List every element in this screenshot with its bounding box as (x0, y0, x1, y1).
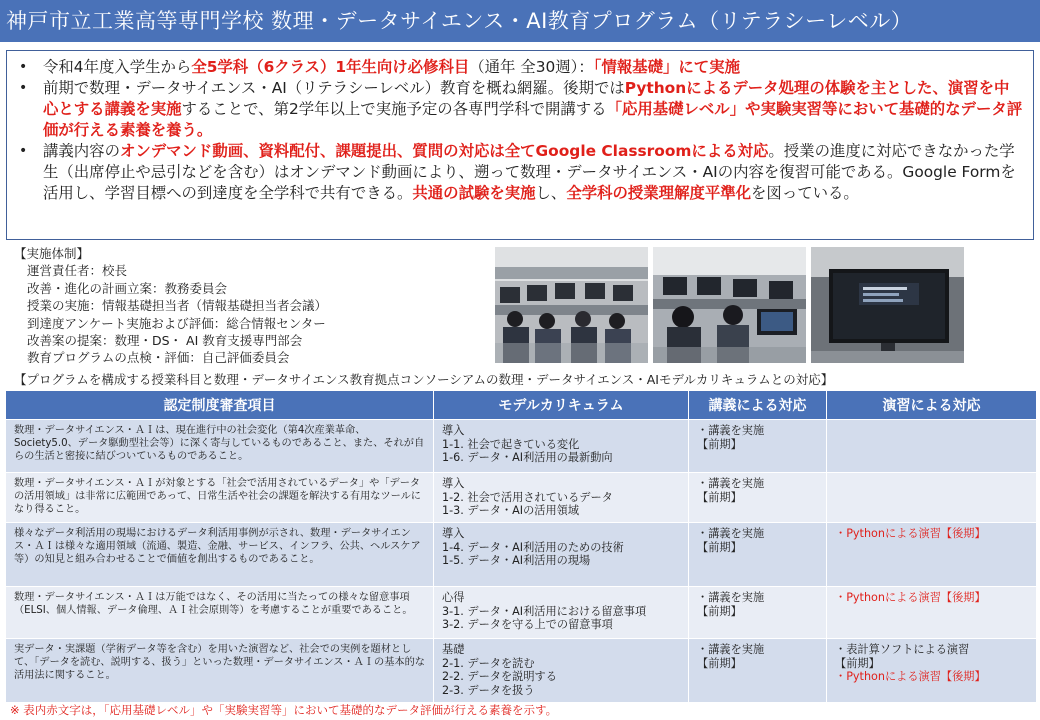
table-row (6, 420, 1037, 473)
table-row (6, 473, 1037, 523)
model-line: 2-3. データを扱う (442, 683, 535, 697)
program-summary (6, 50, 1034, 240)
bullet-highlight: 全学科の授業理解度平準化 (566, 184, 752, 202)
lecture-line: 【前期】 (697, 540, 742, 554)
model-curriculum-cell (434, 639, 689, 703)
lecture-cell (689, 639, 827, 703)
exercise-cell (827, 587, 1037, 639)
bullet-text: 講義内容の (43, 142, 120, 160)
review-item-cell: 数理・データサイエンス・ＡＩが対象とする「社会で活用されているデータ」や「データの活用領域」は非常に広範囲であって、日常生活や社会の課題を解決する有用なツールになり得ること。 (6, 473, 434, 523)
summary-bullet-2 (19, 78, 1023, 141)
lecture-line: ・講義を実施 (697, 424, 765, 437)
structure-line: 教育プログラムの点検・評価：自己評価委員会 (27, 350, 290, 366)
lecture-cell (689, 473, 827, 523)
lecture-cell (689, 587, 827, 639)
lecture-cell (689, 523, 827, 587)
model-line: 導入 (442, 477, 465, 490)
implementation-structure (14, 245, 484, 367)
bullet-highlight: 全5学科（6クラス）1年生向け必修科目 (191, 58, 470, 76)
review-item-cell: 様々なデータ利活用の現場におけるデータ利活用事例が示され、数理・データサイエンス・ＡＩは様々な適用領域（流通、製造、金融、サービス、インフラ、公共、ヘルスケア等）の知見と組み合わせることで価値を創出するものであること。 (6, 523, 434, 587)
exercise-line: ・Pythonによる演習【後期】 (835, 591, 986, 604)
table-row (6, 587, 1037, 639)
structure-line: 改善案の提案：数理・DS・ AI 教育支援専門部会 (27, 333, 303, 349)
curriculum-table (5, 390, 1037, 703)
model-line: 1-2. 社会で活用されているデータ (442, 490, 613, 504)
model-curriculum-cell (434, 420, 689, 473)
model-line: 導入 (442, 424, 465, 437)
bullet-text: し、 (535, 184, 567, 202)
structure-line: 運営責任者：校長 (27, 263, 128, 279)
summary-bullet-3 (19, 141, 1023, 204)
review-item-cell: 実データ・実課題（学術データ等を含む）を用いた演習など、社会での実例を題材として、「データを読む、説明する、扱う」といった数理・データサイエンス・ＡＩの基本的な活用法に関すること。 (6, 639, 434, 703)
lecture-line: ・講義を実施 (697, 643, 765, 656)
bullet-highlight: 「応用基礎レベル」や実験実習等において基礎的なデータ評価が行える素養を養う。 (43, 100, 1023, 139)
exercise-cell (827, 639, 1037, 703)
model-curriculum-cell (434, 473, 689, 523)
classroom-photo-3 (811, 247, 964, 363)
classroom-photo-2 (653, 247, 806, 363)
exercise-cell (827, 523, 1037, 587)
lecture-line: ・講義を実施 (697, 477, 765, 490)
bullet-text: （通年 全30週）： (469, 58, 594, 76)
model-line: 導入 (442, 527, 465, 540)
summary-bullet-1 (19, 57, 1023, 78)
exercise-cell (827, 420, 1037, 473)
lecture-line: 【前期】 (697, 490, 742, 504)
bullet-text: 前期で数理・データサイエンス・AI（リテラシーレベル）教育を概ね網羅。後期では (43, 79, 625, 97)
model-line: 2-1. データを読む (442, 656, 535, 670)
model-line: 心得 (442, 591, 465, 604)
lecture-line: 【前期】 (697, 656, 742, 670)
lecture-line: ・講義を実施 (697, 591, 765, 604)
model-line: 1-6. データ・AI利活用の最新動向 (442, 451, 613, 464)
model-line: 1-4. データ・AI利活用のための技術 (442, 540, 624, 554)
structure-line: 改善・進化の計画立案：教務委員会 (27, 280, 228, 296)
model-line: 基礎 (442, 643, 465, 656)
bullet-text: することで、第2学年以上で実施予定の各専門学科で開講する (181, 100, 607, 118)
bullet-highlight: オンデマンド動画、資料配付、課題提出、質問の対応は全てGoogle Classroomによる対応 (119, 142, 769, 160)
model-curriculum-cell (434, 587, 689, 639)
structure-heading: 【実施体制】 (14, 246, 90, 261)
table-caption: 【プログラムを構成する授業科目と数理・データサイエンス教育拠点コンソーシアムの数理・データサイエンス・AIモデルカリキュラムとの対応】 (14, 372, 834, 387)
lecture-cell (689, 420, 827, 473)
page-title: 神戸市立工業高等専門学校 数理・データサイエンス・AI教育プログラム（リテラシーレベル） (0, 0, 1040, 42)
table-row (6, 639, 1037, 703)
bullet-highlight: Pythonによるデータ処理の体験を主とした、演習を中心とする講義を実施 (43, 79, 1010, 118)
model-line: 2-2. データを説明する (442, 670, 557, 683)
footnote: ※ 表内赤文字は，「応用基礎レベル」や「実験実習等」において基礎的なデータ評価が行える素養を示す。 (10, 703, 558, 717)
lecture-line: 【前期】 (697, 437, 742, 451)
lecture-line: ・講義を実施 (697, 527, 765, 540)
model-line: 1-5. データ・AI利活用の現場 (442, 554, 591, 567)
model-curriculum-cell (434, 523, 689, 587)
model-line: 1-1. 社会で起きている変化 (442, 437, 580, 451)
model-line: 3-1. データ・AI利活用における留意事項 (442, 604, 647, 618)
bullet-text: 。授業の進度に対応できなかった学生（出席停止や忌引などを含む）はオンデマンド動画により、遡って数理・データサイエンス・AIの内容を復習可能である。Google Formを活用し、学習目標への到達度を全学科で共有できる。 (43, 142, 1016, 202)
column-header: 認定制度審査項目 (6, 391, 434, 420)
bullet-dot: • (19, 80, 28, 96)
exercise-line: ・表計算ソフトによる演習 (835, 643, 970, 656)
bullet-dot: • (19, 143, 28, 159)
bullet-dot: • (19, 59, 28, 75)
structure-line: 授業の実施：情報基礎担当者（情報基礎担当者会議） (27, 298, 328, 314)
lecture-line: 【前期】 (697, 604, 742, 618)
exercise-line: ・Pythonによる演習【後期】 (835, 527, 986, 540)
structure-line: 到達度アンケート実施および評価：総合情報センター (27, 315, 326, 331)
model-line: 1-3. データ・AIの活用領域 (442, 504, 580, 517)
table-header-row (6, 391, 1037, 420)
column-header: モデルカリキュラム (434, 391, 689, 420)
exercise-line: 【前期】 (835, 656, 880, 670)
classroom-photo-1 (495, 247, 648, 363)
bullet-highlight: 共通の試験を実施 (412, 184, 536, 202)
bullet-text: を図っている。 (751, 184, 859, 202)
column-header: 演習による対応 (827, 391, 1037, 420)
bullet-highlight: 「情報基礎」にて実施 (593, 58, 740, 76)
review-item-cell: 数理・データサイエンス・ＡＩは万能ではなく、その活用に当たっての様々な留意事項（ELSI、個人情報、データ倫理、ＡＩ社会原則等）を考慮することが重要であること。 (6, 587, 434, 639)
table-row (6, 523, 1037, 587)
bullet-text: 令和4年度入学生から (43, 58, 192, 76)
review-item-cell: 数理・データサイエンス・ＡＩは、現在進行中の社会変化（第4次産業革命、Society5.0、データ駆動型社会等）に深く寄与しているものであること、また、それが自らの生活と密接に結びついているものであること。 (6, 420, 434, 473)
model-line: 3-2. データを守る上での留意事項 (442, 618, 613, 631)
exercise-cell (827, 473, 1037, 523)
column-header: 講義による対応 (689, 391, 827, 420)
exercise-line: ・Pythonによる演習【後期】 (835, 670, 986, 683)
